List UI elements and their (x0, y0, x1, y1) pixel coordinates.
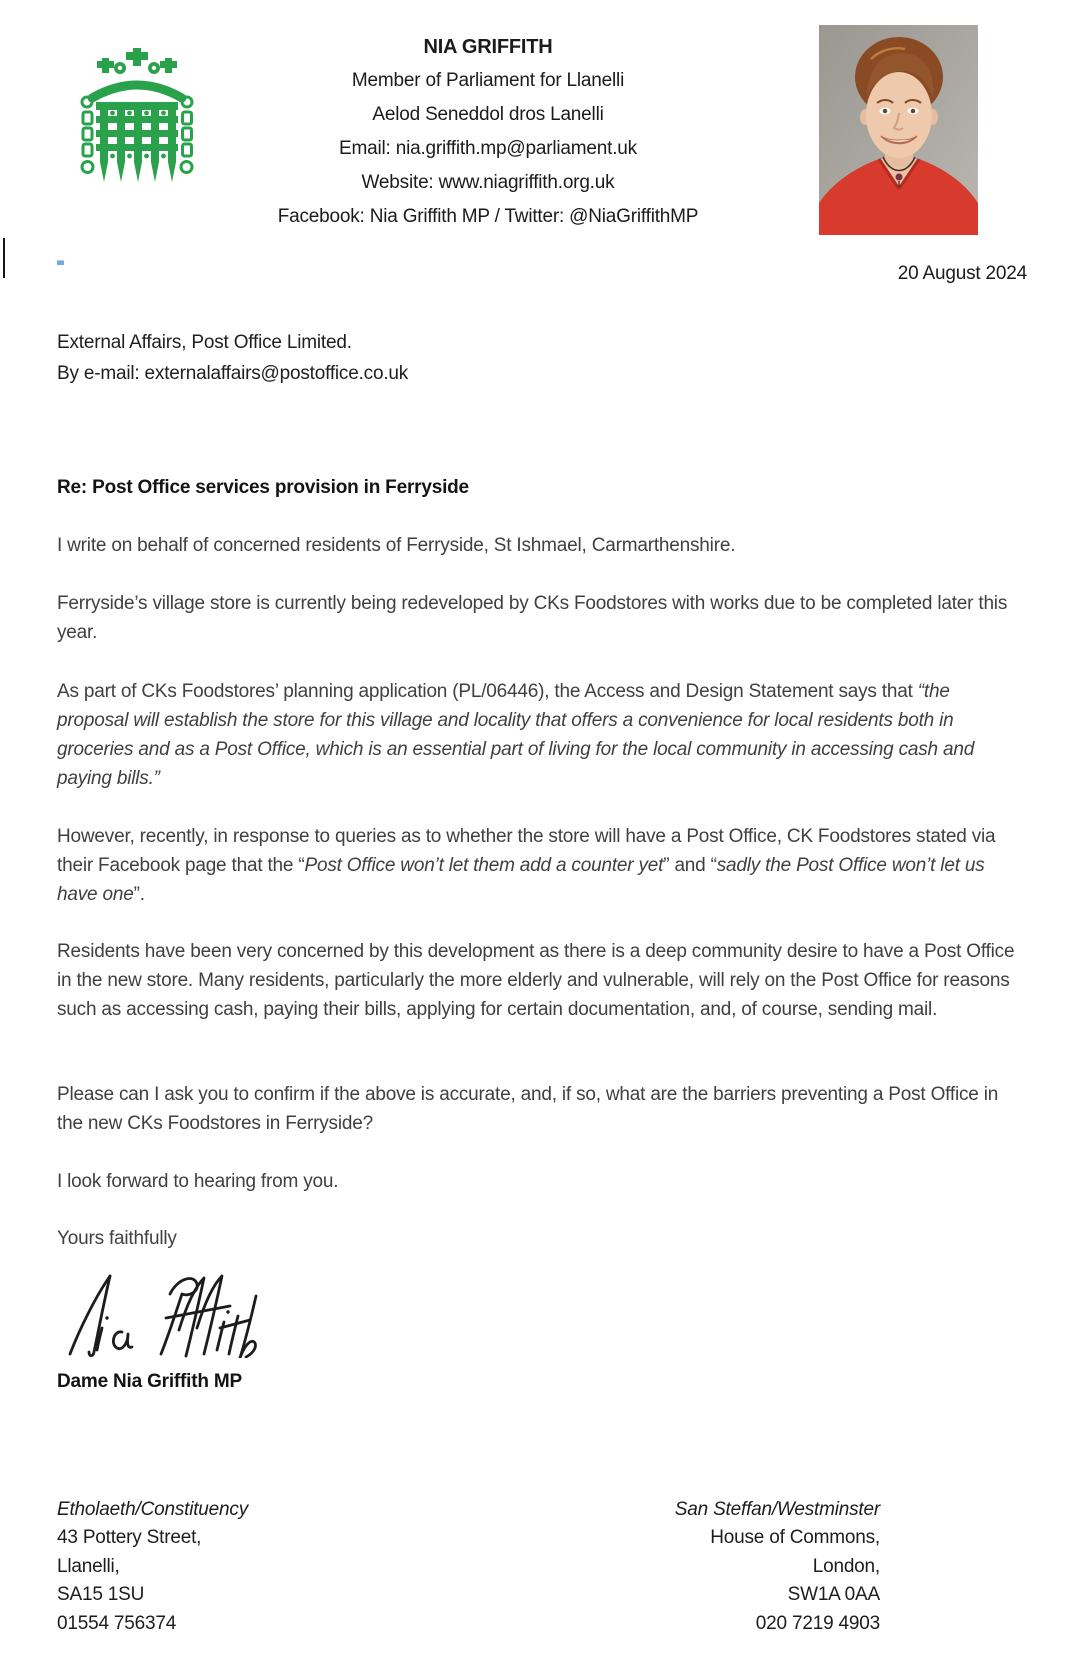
footer-westminster-title: San Steffan/Westminster (674, 1499, 880, 1520)
mp-social-line: Facebook: Nia Griffith MP / Twitter: @NiaGriffithMP (277, 206, 699, 227)
signature-image (66, 1270, 271, 1358)
footer-westminster-lines (675, 1524, 880, 1638)
mp-website-line: Website: www.niagriffith.org.uk (361, 172, 615, 193)
mp-role-welsh: Aelod Seneddol dros Lanelli (372, 104, 604, 125)
paragraph-residents-concern: Residents have been very concerned by this development as there is a deep community desire to have a Post Office in the new store. Many residents, particularly the more elderly and vulnerable, will rely on the Post Office for reasons such as accessing cash, paying their bills, applying for certain documentation, and, of course, sending mail. (57, 941, 1015, 1020)
footer-constituency-lines (57, 1524, 248, 1638)
text-segment: ”. (133, 884, 145, 905)
recipient-org-line: External Affairs, Post Office Limited. (57, 332, 352, 353)
address-line: SW1A 0AA (787, 1584, 880, 1606)
mp-name: NIA GRIFFITH (423, 36, 553, 58)
paragraph-planning-quote (57, 677, 1023, 793)
address-line: Llanelli, (57, 1555, 120, 1577)
text-segment: ” and “ (663, 855, 717, 876)
paragraph-facebook-quote (57, 822, 1023, 909)
letterhead (200, 30, 776, 234)
comment-dash-mark (57, 260, 64, 265)
recipient-block (57, 327, 408, 389)
address-line: SA15 1SU (57, 1584, 145, 1606)
paragraph-redevelopment: Ferryside’s village store is currently being redeveloped by CKs Foodstores with works due to be completed later this year. (57, 593, 1008, 643)
address-line: London, (812, 1555, 880, 1577)
portcullis-grid (96, 102, 178, 182)
address-line: 43 Pottery Street, (57, 1527, 202, 1549)
address-line: 020 7219 4903 (755, 1612, 880, 1634)
mp-photo (819, 25, 978, 235)
footer-westminster-block (675, 1496, 880, 1638)
text-segment: As part of CKs Foodstores’ planning application (PL/06446), the Access and Design Statement says that (57, 681, 918, 702)
subject-line: Re: Post Office services provision in Ferryside (57, 477, 469, 498)
address-line: House of Commons, (710, 1527, 880, 1549)
mp-role-english: Member of Parliament for Llanelli (351, 70, 625, 91)
footer-constituency-title: Etholaeth/Constituency (57, 1499, 248, 1520)
footer-constituency-block (57, 1496, 248, 1638)
address-line: 01554 756374 (57, 1612, 177, 1634)
paragraph-request: Please can I ask you to confirm if the above is accurate, and, if so, what are the barriers preventing a Post Office in the new CKs Foodstores in Ferryside? (57, 1084, 999, 1134)
text-segment: However, recently, in response to queries as to whether the store will have a Post Office, CK Foodstores stated via their Facebook page that the “ (57, 826, 996, 876)
parliament-portcullis-logo (78, 46, 196, 198)
crown-band (92, 85, 182, 98)
paragraph-look-forward: I look forward to hearing from you. (57, 1171, 339, 1192)
recipient-email-line: By e-mail: externalaffairs@postoffice.co.uk (57, 363, 409, 384)
date-line: 20 August 2024 (897, 263, 1027, 284)
text-segment: Post Office won’t let them add a counter yet (304, 855, 664, 876)
closing-line: Yours faithfully (57, 1228, 177, 1249)
signatory-name: Dame Nia Griffith MP (57, 1371, 242, 1392)
text-segment: sadly the Post Office won’t let us have one (57, 855, 985, 905)
mp-email-line: Email: nia.griffith.mp@parliament.uk (339, 138, 637, 159)
text-segment: “the proposal will establish the store for this village and locality that offers a convenience for local residents both in groceries and as a Post Office, which is an essential part of living for the local community in accessing cash and paying bills.” (57, 681, 975, 789)
paragraph-intro: I write on behalf of concerned residents of Ferryside, St Ishmael, Carmarthenshire. (57, 535, 736, 556)
text-cursor-mark (3, 238, 5, 278)
